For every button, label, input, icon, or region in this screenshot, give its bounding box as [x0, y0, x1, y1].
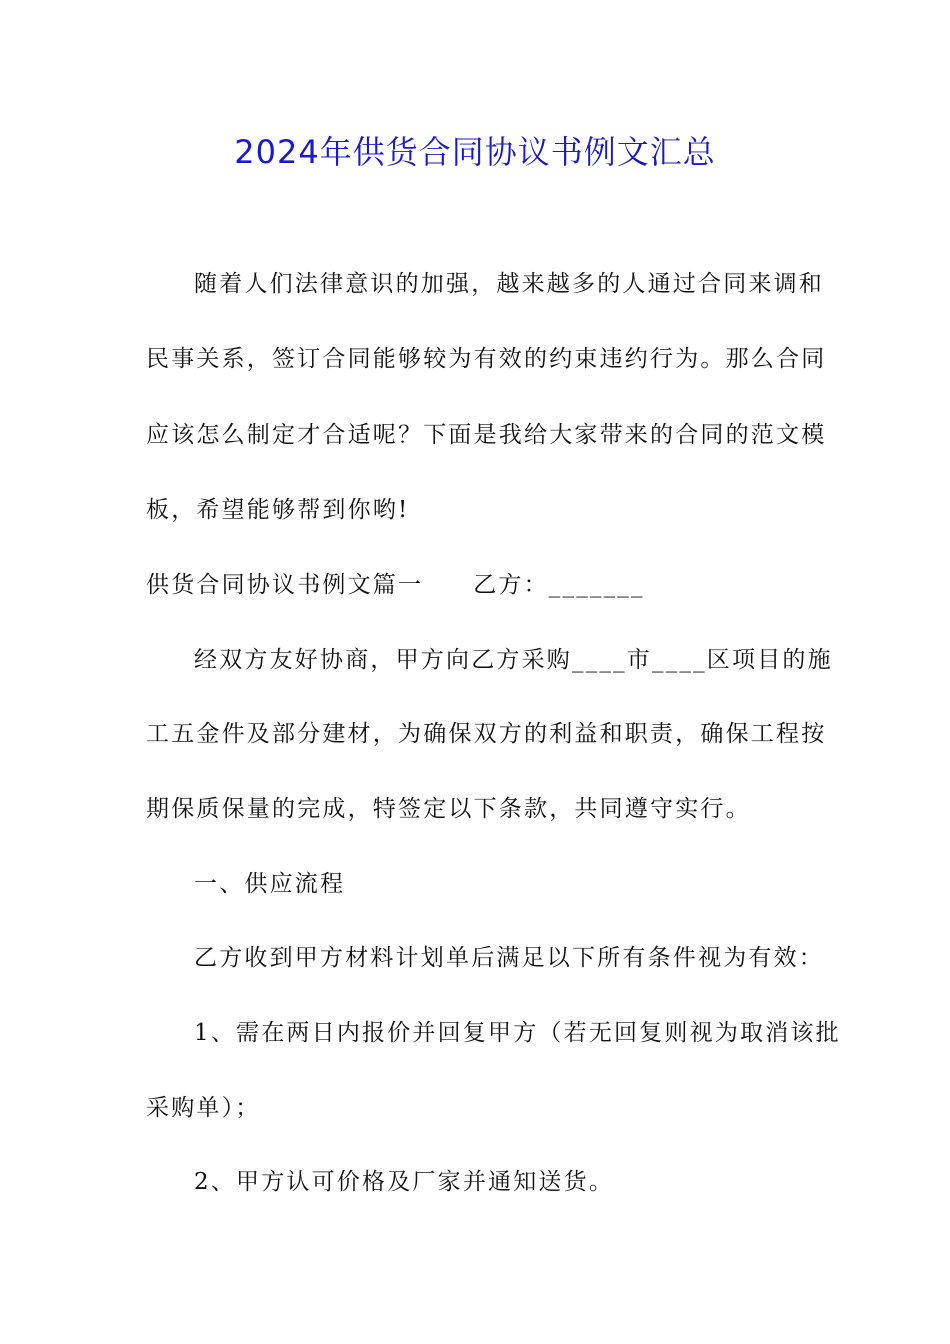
list-item-continued: 采购单）；	[146, 1095, 261, 1121]
clause-heading: 一、供应流程	[194, 871, 346, 897]
list-item: 1、需在两日内报价并回复甲方（若无回复则视为取消该批	[194, 1020, 841, 1046]
paragraph-line: 工五金件及部分建材，为确保双方的利益和职责，确保工程按	[146, 721, 827, 747]
paragraph-line: 应该怎么制定才合适呢？下面是我给大家带来的合同的范文模	[146, 422, 827, 448]
paragraph-line: 民事关系，签订合同能够较为有效的约束违约行为。那么合同	[146, 346, 827, 372]
list-item: 2、甲方认可价格及厂家并通知送货。	[194, 1169, 615, 1195]
paragraph-line: 乙方收到甲方材料计划单后满足以下所有条件视为有效：	[194, 945, 824, 971]
paragraph-line: 随着人们法律意识的加强，越来越多的人通过合同来调和	[194, 271, 824, 297]
party-b-label: 乙方：_______	[473, 572, 645, 598]
paragraph-line: 经双方友好协商，甲方向乙方采购____市____区项目的施	[194, 647, 833, 673]
paragraph-line: 期保质保量的完成，特签定以下条款，共同遵守实行。	[146, 796, 751, 822]
document-title: 2024年供货合同协议书例文汇总	[234, 133, 716, 171]
section-heading-line	[146, 569, 826, 601]
paragraph-line: 板，希望能够帮到你哟!	[146, 497, 410, 523]
section-heading: 供货合同协议书例文篇一	[146, 572, 424, 598]
